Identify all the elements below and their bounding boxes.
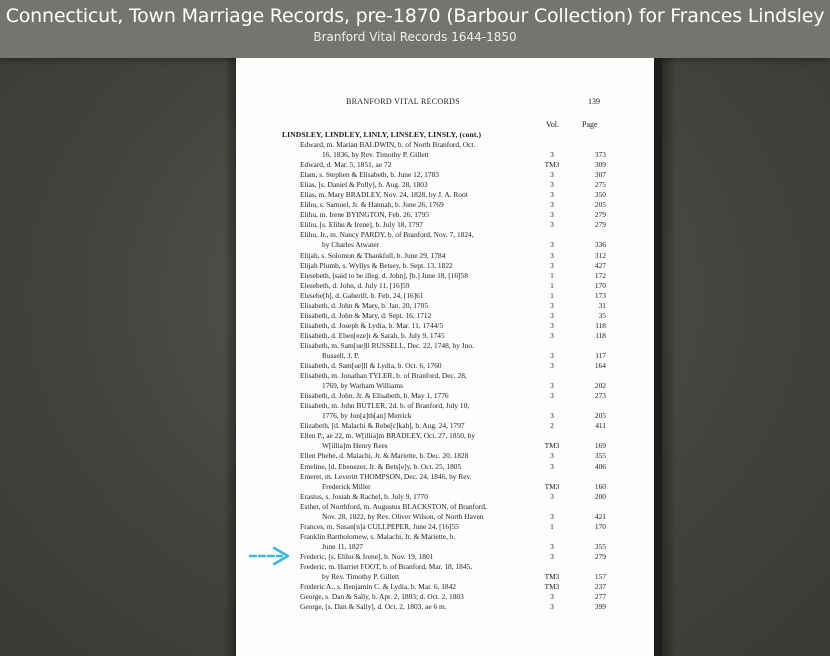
record-page: 205: [594, 411, 606, 421]
page-number: 139: [588, 97, 600, 106]
record-text: Elisabeth, d. John & Mary, d. Sept. 16, 1712: [300, 310, 432, 320]
record-list: [236, 140, 654, 612]
record-row: [236, 381, 654, 391]
record-row: [236, 451, 654, 461]
record-volume: 3: [550, 220, 554, 230]
record-volume: 3: [550, 310, 554, 320]
column-header-page: Page: [582, 120, 598, 129]
running-head: BRANFORD VITAL RECORDS: [346, 97, 460, 106]
record-text: Ellen Phebe, d. Malachi, Jr. & Mariette, b. Dec. 20, 1828: [300, 451, 469, 461]
record-row: [236, 240, 654, 250]
record-row: [236, 311, 654, 321]
record-subtitle: Branford Vital Records 1644-1850: [313, 30, 517, 44]
record-row: [236, 351, 654, 361]
record-text: by Charles Atwater: [322, 240, 380, 250]
record-row: [236, 462, 654, 472]
surname-heading: LINDSLEY, LINDLEY, LINLY, LINSLEY, LINSLY, (cont.): [282, 130, 482, 139]
record-row: [236, 160, 654, 170]
record-text: Elijah, s. Solomon & Thankfull, b. June 29, 1784: [300, 250, 446, 260]
record-page: 309: [594, 160, 606, 170]
record-volume: 1: [550, 280, 554, 290]
record-text: Elam, s. Stephen & Elisabeth, b. June 12, 1783: [300, 170, 439, 180]
record-row: [236, 592, 654, 602]
record-text: Frances, m. Susan[n]a CULLPEPER, June 24, [16]55: [300, 521, 459, 531]
record-volume: 3: [550, 300, 554, 310]
record-volume: TM3: [544, 481, 560, 491]
record-row: [236, 251, 654, 261]
record-page: 312: [594, 250, 606, 260]
record-page: 170: [594, 521, 606, 531]
record-text: Edward, d. Mar. 5, 1851, ae 72: [300, 160, 392, 170]
record-volume: 3: [550, 411, 554, 421]
record-volume: 3: [550, 260, 554, 270]
record-text: 16, 1836, by Rev. Timothy P. Gillett: [322, 150, 429, 160]
record-page: 373: [594, 150, 606, 160]
record-page: 355: [594, 451, 606, 461]
record-page: 279: [594, 551, 606, 561]
page-shadow-left: [224, 58, 236, 656]
record-page: 350: [594, 190, 606, 200]
record-row: [236, 401, 654, 411]
record-page: 169: [594, 441, 606, 451]
record-text: Elesebeth, [said to be illeg. d. John], [b.] June 18, [16]58: [300, 270, 468, 280]
record-text: Elisabeth, d. John & Mary, b. Jan. 20, 1705: [300, 300, 429, 310]
record-row: [236, 170, 654, 180]
record-text: 1769, by Warham Williams: [322, 381, 403, 391]
record-title-bar: [0, 0, 830, 58]
record-text: Elihu, [s. Elihu & Irene], b. July 18, 1797: [300, 220, 423, 230]
record-volume: 3: [550, 361, 554, 371]
record-page: 279: [594, 220, 606, 230]
record-row: [236, 301, 654, 311]
record-text: Edward, m. Marian BALDWIN, b. of North Branford, Oct.: [300, 140, 476, 149]
record-volume: 3: [550, 210, 554, 220]
record-text: Elias, [s. Daniel & Polly], b. Aug. 28, 1803: [300, 180, 428, 190]
record-row: [236, 552, 654, 562]
record-row: [236, 562, 654, 572]
record-page: 35: [598, 310, 606, 320]
record-row: [236, 522, 654, 532]
record-page: 273: [594, 391, 606, 401]
record-page: 307: [594, 170, 606, 180]
record-text: Elihu, s. Samuel, Jr. & Hannah, b. June 26, 1769: [300, 200, 444, 210]
record-text: Elizabeth, [d. Malachi & Rebe[c]kah], b. Aug. 24, 1797: [300, 421, 465, 431]
record-row: [236, 140, 654, 150]
record-text: Erastus, s. Josiah & Rachel, b. July 9, 1770: [300, 491, 428, 501]
record-page: 336: [594, 240, 606, 250]
record-text: Ellen P., ae 22, m. W[illia]m BRADLEY, Oct. 27, 1850, by: [300, 431, 476, 441]
record-page: 427: [594, 260, 606, 270]
record-text: Frederic A., s. Benjamin C. & Lydia, b. Mar. 6, 1842: [300, 582, 457, 592]
record-row: [236, 371, 654, 381]
record-page: 205: [594, 200, 606, 210]
record-volume: 3: [550, 350, 554, 360]
record-page: 31: [598, 300, 606, 310]
record-volume: 3: [550, 551, 554, 561]
record-text: Frederic, m. Harriet FOOT, b. of Branford, Mar. 18, 1845,: [300, 561, 473, 571]
record-volume: 3: [550, 511, 554, 521]
record-page: 277: [594, 592, 606, 602]
record-page: 173: [594, 290, 606, 300]
record-text: Elesebe[h], d. Gaberill, b. Feb. 24, [16]61: [300, 290, 424, 300]
page-shadow-right: [662, 58, 676, 656]
record-row: [236, 602, 654, 612]
record-row: [236, 220, 654, 230]
record-page: 172: [594, 270, 606, 280]
record-page: 200: [594, 491, 606, 501]
record-volume: 3: [550, 391, 554, 401]
record-text: 1776, by Jon[a]th[an] Merrick: [322, 411, 412, 421]
record-text: Elisabeth, m. Sam[ue]ll RUSSELL, Dec. 22, 1748, by Jno.: [300, 340, 474, 350]
record-page: 160: [594, 481, 606, 491]
record-row: [236, 271, 654, 281]
record-volume: TM3: [544, 160, 560, 170]
record-text: Elisabeth, m. Jonathan TYLER, b. of Branford, Dec. 28,: [300, 371, 467, 381]
record-row: [236, 281, 654, 291]
record-row: [236, 542, 654, 552]
record-text: Elihu, m. Irene BYINGTON, Feb. 26, 1795: [300, 210, 429, 220]
record-row: [236, 261, 654, 271]
document-image[interactable]: [236, 58, 654, 656]
record-text: Elisabeth, d. Eben[eze]r & Sarah, b. July 9, 1745: [300, 330, 445, 340]
record-volume: 1: [550, 521, 554, 531]
record-page: 118: [595, 330, 606, 340]
record-page: 355: [594, 541, 606, 551]
record-row: [236, 321, 654, 331]
record-volume: TM3: [544, 572, 560, 582]
record-text: by Rev. Timothy P. Gillett: [322, 572, 400, 582]
record-volume: 2: [550, 421, 554, 431]
record-row: [236, 291, 654, 301]
record-text: Elijah Plumb, s. Wyllys & Betsey, b. Sept. 13, 1822: [300, 260, 453, 270]
record-row: [236, 572, 654, 582]
record-page: 399: [594, 602, 606, 612]
record-title: Connecticut, Town Marriage Records, pre-1870 (Barbour Collection) for Frances Lindsley: [5, 5, 825, 27]
record-volume: 3: [550, 592, 554, 602]
record-volume: 3: [550, 250, 554, 260]
record-page: 117: [595, 350, 606, 360]
record-text: Elisabeth, m. John BUTLER, 2d. b. of Branford, July 10,: [300, 401, 470, 411]
record-row: [236, 492, 654, 502]
record-row: [236, 532, 654, 542]
record-row: [236, 502, 654, 512]
record-page: 406: [594, 461, 606, 471]
record-text: Franklin Bartholomew, s. Malachi, Jr. & Mariette, b.: [300, 531, 456, 541]
record-volume: 3: [550, 541, 554, 551]
record-volume: 3: [550, 320, 554, 330]
record-volume: 3: [550, 170, 554, 180]
record-page: 275: [594, 180, 606, 190]
record-row: [236, 391, 654, 401]
record-text: Frederic, [s. Elihu & Irene], b. Nov. 19, 1801: [300, 551, 434, 561]
record-page: 279: [594, 210, 606, 220]
record-row: [236, 472, 654, 482]
record-page: 157: [594, 572, 606, 582]
record-row: [236, 361, 654, 371]
record-volume: 3: [550, 190, 554, 200]
record-text: Nov. 28, 1822, by Rev. Oliver Wilson, of North Haven: [322, 511, 484, 521]
record-volume: TM3: [544, 582, 560, 592]
record-volume: 3: [550, 491, 554, 501]
record-volume: 1: [550, 270, 554, 280]
arrow-right-icon: [248, 545, 294, 567]
record-row: [236, 441, 654, 451]
record-row: [236, 150, 654, 160]
record-row: [236, 180, 654, 190]
record-page: 237: [594, 582, 606, 592]
record-volume: TM3: [544, 441, 560, 451]
record-text: George, s. Dan & Sally, b. Apr. 2, 1803; d. Oct. 2, 1803: [300, 592, 464, 602]
record-row: [236, 190, 654, 200]
record-text: W[illia]m Henry Rees: [322, 441, 388, 451]
record-row: [236, 582, 654, 592]
record-row: [236, 210, 654, 220]
record-text: Elesebeth, d. John, d. July 11, [16]59: [300, 280, 410, 290]
record-row: [236, 421, 654, 431]
record-text: Esther, of Northford, m. Augustus BLACKSTON, of Branford,: [300, 501, 487, 511]
record-volume: 3: [550, 180, 554, 190]
record-text: Russell, J. P.: [322, 350, 360, 360]
record-text: Elihu, Jr., m. Nancy PARDY, b. of Branford, Nov. 7, 1824,: [300, 230, 474, 240]
record-text: George, [s. Dan & Sally], d. Oct. 2, 1803, ae 6 m.: [300, 602, 447, 612]
page-edge: [654, 58, 662, 656]
record-volume: 3: [550, 150, 554, 160]
column-header-vol: Vol.: [546, 120, 559, 129]
record-row: [236, 341, 654, 351]
record-volume: 3: [550, 602, 554, 612]
record-volume: 3: [550, 451, 554, 461]
record-row: [236, 431, 654, 441]
record-row: [236, 200, 654, 210]
record-text: June 11, 1827: [322, 541, 363, 551]
record-row: [236, 512, 654, 522]
record-text: Elisabeth, d. John, Jr. & Elisabeth, b. May 1, 1776: [300, 391, 449, 401]
record-page: 170: [594, 280, 606, 290]
record-page: 118: [595, 320, 606, 330]
record-text: Elias, m. Mary BRADLEY, Nov. 24, 1828, by J. A. Root: [300, 190, 468, 200]
record-page: 421: [594, 511, 606, 521]
record-page: 411: [595, 421, 606, 431]
record-volume: 3: [550, 330, 554, 340]
record-text: Frederick Miller: [322, 481, 371, 491]
record-text: Elisabeth, d. Joseph & Lydia, b. Mar. 11, 1744/5: [300, 320, 444, 330]
record-volume: 3: [550, 381, 554, 391]
record-text: Emeret, m. Leveritt THOMPSON, Dec. 24, 1846, by Rev.: [300, 471, 472, 481]
record-row: [236, 411, 654, 421]
record-row: [236, 230, 654, 240]
record-text: Emeline, [d. Ebenezer, Jr. & Bets[e]y, b. Oct. 25, 1805: [300, 461, 462, 471]
record-row: [236, 482, 654, 492]
record-volume: 3: [550, 461, 554, 471]
record-volume: 1: [550, 290, 554, 300]
record-page: 202: [594, 381, 606, 391]
record-volume: 3: [550, 200, 554, 210]
record-volume: 3: [550, 240, 554, 250]
record-row: [236, 331, 654, 341]
record-text: Elisabeth, d. Sam[ue]ll & Lydia, b. Oct. 6, 1760: [300, 361, 442, 371]
record-page: 164: [594, 361, 606, 371]
